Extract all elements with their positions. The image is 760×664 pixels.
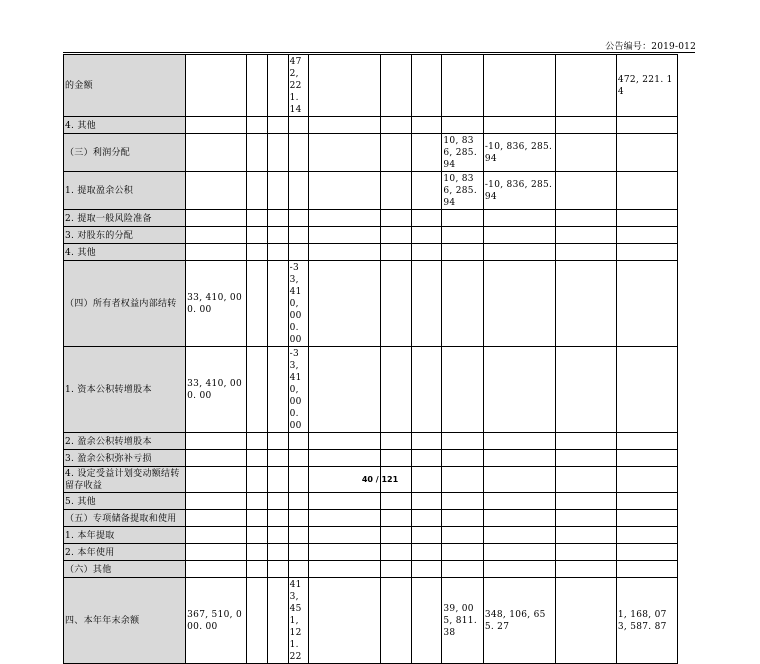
table-cell	[483, 544, 555, 561]
table-cell	[267, 134, 288, 172]
table-cell	[442, 510, 483, 527]
table-row	[64, 261, 678, 347]
table-cell: -33, 410, 000. 00	[288, 261, 309, 347]
table-cell	[411, 544, 442, 561]
table-cell	[186, 510, 247, 527]
page-number: 40 / 121	[361, 475, 399, 484]
table-cell: 472, 221. 14	[288, 55, 309, 117]
table-cell	[616, 510, 677, 527]
table-cell	[288, 117, 309, 134]
table-cell	[267, 117, 288, 134]
table-cell	[267, 433, 288, 450]
row-label: 4. 其他	[64, 117, 186, 134]
table-row	[64, 134, 678, 172]
table-cell	[411, 210, 442, 227]
table-cell	[186, 117, 247, 134]
table-cell	[442, 244, 483, 261]
header-rule	[63, 52, 695, 53]
table-cell	[186, 493, 247, 510]
row-label: 2. 提取一般风险准备	[64, 210, 186, 227]
table-cell	[309, 244, 381, 261]
table-cell	[381, 493, 412, 510]
row-label: 2. 盈余公积转增股本	[64, 433, 186, 450]
table-cell	[186, 544, 247, 561]
table-cell	[616, 561, 677, 578]
table-cell	[288, 450, 309, 467]
table-cell	[186, 55, 247, 117]
table-cell	[267, 210, 288, 227]
table-cell	[411, 450, 442, 467]
table-cell	[247, 578, 268, 664]
row-label: 的金额	[64, 55, 186, 117]
table-cell	[309, 134, 381, 172]
table-cell	[555, 510, 616, 527]
table-cell	[555, 55, 616, 117]
table-row	[64, 347, 678, 433]
table-cell	[483, 450, 555, 467]
table-cell	[309, 510, 381, 527]
table-row	[64, 55, 678, 117]
table-cell	[309, 450, 381, 467]
table-cell	[381, 510, 412, 527]
table-cell	[309, 493, 381, 510]
table-cell: 367, 510, 000. 00	[186, 578, 247, 664]
table-cell	[288, 544, 309, 561]
row-label: （五）专项储备提取和使用	[64, 510, 186, 527]
table-cell	[555, 544, 616, 561]
table-cell	[411, 578, 442, 664]
table-cell	[442, 433, 483, 450]
table-cell	[616, 433, 677, 450]
table-body	[64, 55, 678, 664]
table-cell	[267, 244, 288, 261]
table-cell: 10, 836, 285. 94	[442, 172, 483, 210]
table-cell	[442, 347, 483, 433]
table-cell: 1, 168, 073, 587. 87	[616, 578, 677, 664]
table-cell	[616, 134, 677, 172]
table-cell	[309, 561, 381, 578]
table-cell: 33, 410, 000. 00	[186, 347, 247, 433]
table-cell: 472, 221. 14	[616, 55, 677, 117]
table-cell	[483, 561, 555, 578]
table-cell	[483, 510, 555, 527]
table-cell	[186, 527, 247, 544]
table-cell	[247, 433, 268, 450]
table-cell	[411, 172, 442, 210]
table-cell	[247, 134, 268, 172]
table-cell	[267, 227, 288, 244]
table-cell	[411, 510, 442, 527]
table-cell	[267, 450, 288, 467]
table-cell	[247, 210, 268, 227]
equity-changes-table	[63, 54, 678, 664]
table-cell	[309, 433, 381, 450]
table-cell	[309, 210, 381, 227]
table-cell	[381, 227, 412, 244]
table-cell: 10, 836, 285. 94	[442, 134, 483, 172]
table-cell	[616, 117, 677, 134]
table-cell	[309, 172, 381, 210]
table-cell	[288, 493, 309, 510]
table-cell: 33, 410, 000. 00	[186, 261, 247, 347]
table-cell	[267, 510, 288, 527]
table-row	[64, 210, 678, 227]
table-row	[64, 433, 678, 450]
table-cell	[267, 347, 288, 433]
table-cell	[411, 55, 442, 117]
table-cell	[483, 244, 555, 261]
table-cell	[442, 544, 483, 561]
table-cell	[381, 55, 412, 117]
table-cell	[288, 561, 309, 578]
table-cell	[381, 172, 412, 210]
table-cell	[309, 227, 381, 244]
table-cell	[288, 510, 309, 527]
table-cell	[555, 347, 616, 433]
table-cell	[483, 210, 555, 227]
table-cell	[616, 244, 677, 261]
table-cell: 39, 005, 811. 38	[442, 578, 483, 664]
table-cell	[267, 527, 288, 544]
row-label: 3. 盈余公积弥补亏损	[64, 450, 186, 467]
table-cell	[483, 527, 555, 544]
table-cell	[186, 561, 247, 578]
table-cell	[381, 450, 412, 467]
table-cell	[309, 347, 381, 433]
table-cell	[247, 493, 268, 510]
table-cell	[483, 493, 555, 510]
row-label: 2. 本年使用	[64, 544, 186, 561]
row-label: 1. 提取盈余公积	[64, 172, 186, 210]
table-cell	[411, 561, 442, 578]
table-cell	[186, 433, 247, 450]
table-cell: 348, 106, 655. 27	[483, 578, 555, 664]
table-cell	[555, 261, 616, 347]
table-cell	[247, 544, 268, 561]
table-cell	[442, 117, 483, 134]
row-label: （四）所有者权益内部结转	[64, 261, 186, 347]
row-label: 1. 本年提取	[64, 527, 186, 544]
table-row	[64, 117, 678, 134]
table-cell	[381, 578, 412, 664]
row-label: 5. 其他	[64, 493, 186, 510]
table-cell	[288, 210, 309, 227]
table-row	[64, 527, 678, 544]
table-cell	[555, 578, 616, 664]
table-cell	[288, 433, 309, 450]
table-cell	[616, 261, 677, 347]
table-cell	[442, 210, 483, 227]
table-cell	[309, 544, 381, 561]
table-cell	[381, 210, 412, 227]
table-cell: 413, 451, 121. 22	[288, 578, 309, 664]
table-cell	[616, 544, 677, 561]
row-label: 4. 设定受益计划变动额结转留存收益	[64, 467, 186, 493]
table-cell	[442, 55, 483, 117]
table-cell	[483, 347, 555, 433]
row-label: （三）利润分配	[64, 134, 186, 172]
table-cell	[555, 117, 616, 134]
table-cell	[381, 134, 412, 172]
table-cell	[267, 561, 288, 578]
table-cell	[555, 450, 616, 467]
table-row	[64, 561, 678, 578]
table-cell	[411, 244, 442, 261]
table-cell	[381, 117, 412, 134]
table-cell	[381, 561, 412, 578]
table-cell	[247, 244, 268, 261]
table-row	[64, 510, 678, 527]
table-cell	[288, 227, 309, 244]
table-cell	[309, 261, 381, 347]
table-cell	[483, 433, 555, 450]
table-cell	[247, 347, 268, 433]
table-cell	[381, 544, 412, 561]
table-cell	[186, 244, 247, 261]
table-cell	[411, 347, 442, 433]
table-cell	[555, 493, 616, 510]
table-cell	[186, 172, 247, 210]
table-cell	[288, 134, 309, 172]
table-cell	[381, 527, 412, 544]
row-label: 四、本年年末余额	[64, 578, 186, 664]
table-cell	[616, 227, 677, 244]
table-cell	[267, 578, 288, 664]
table-cell	[555, 210, 616, 227]
table-cell	[186, 227, 247, 244]
table-cell	[186, 210, 247, 227]
table-cell	[186, 134, 247, 172]
announcement-number: 公告编号：2019-012	[605, 42, 696, 52]
table-cell	[247, 561, 268, 578]
table-cell	[483, 261, 555, 347]
table-cell	[247, 172, 268, 210]
table-cell	[442, 450, 483, 467]
table-row	[64, 493, 678, 510]
table-cell	[483, 117, 555, 134]
table-cell	[411, 433, 442, 450]
table-cell	[442, 227, 483, 244]
table-cell	[267, 493, 288, 510]
table-cell	[555, 527, 616, 544]
table-cell	[309, 578, 381, 664]
table-cell	[247, 450, 268, 467]
table-cell	[411, 493, 442, 510]
table-cell	[411, 261, 442, 347]
table-cell	[616, 450, 677, 467]
table-cell	[288, 244, 309, 261]
table-cell	[616, 527, 677, 544]
table-row	[64, 450, 678, 467]
table-cell	[288, 172, 309, 210]
table-cell	[483, 55, 555, 117]
row-label: 3. 对股东的分配	[64, 227, 186, 244]
table-row	[64, 578, 678, 664]
row-label: （六）其他	[64, 561, 186, 578]
table-cell	[247, 227, 268, 244]
table-cell	[247, 261, 268, 347]
table-cell	[247, 527, 268, 544]
table-cell	[442, 527, 483, 544]
table-cell	[616, 347, 677, 433]
table-row	[64, 172, 678, 210]
table-cell	[267, 544, 288, 561]
table-cell	[616, 172, 677, 210]
table-cell	[616, 493, 677, 510]
table-cell	[411, 527, 442, 544]
row-label: 1. 资本公积转增股本	[64, 347, 186, 433]
table-cell	[309, 117, 381, 134]
table-row	[64, 227, 678, 244]
table-cell: -10, 836, 285. 94	[483, 134, 555, 172]
table-cell	[442, 261, 483, 347]
table-cell: -33, 410, 000. 00	[288, 347, 309, 433]
row-label: 4. 其他	[64, 244, 186, 261]
table-cell	[555, 561, 616, 578]
table-cell	[381, 244, 412, 261]
table-cell	[411, 117, 442, 134]
table-cell	[247, 55, 268, 117]
table-cell	[442, 561, 483, 578]
table-cell	[555, 172, 616, 210]
table-cell	[267, 172, 288, 210]
table-cell	[442, 493, 483, 510]
table-cell	[267, 261, 288, 347]
table-cell	[483, 227, 555, 244]
table-cell	[555, 433, 616, 450]
table-cell	[555, 227, 616, 244]
table-cell	[309, 527, 381, 544]
table-cell	[309, 55, 381, 117]
table-cell	[381, 261, 412, 347]
table-cell: -10, 836, 285. 94	[483, 172, 555, 210]
table-cell	[186, 450, 247, 467]
table-cell	[411, 134, 442, 172]
table-cell	[616, 210, 677, 227]
table-cell	[555, 134, 616, 172]
table-cell	[247, 117, 268, 134]
table-cell	[247, 510, 268, 527]
table-cell	[267, 55, 288, 117]
table-cell	[381, 433, 412, 450]
table-cell	[288, 527, 309, 544]
table-row	[64, 544, 678, 561]
table-cell	[411, 227, 442, 244]
table-row	[64, 244, 678, 261]
table-cell	[555, 244, 616, 261]
table-cell	[381, 347, 412, 433]
